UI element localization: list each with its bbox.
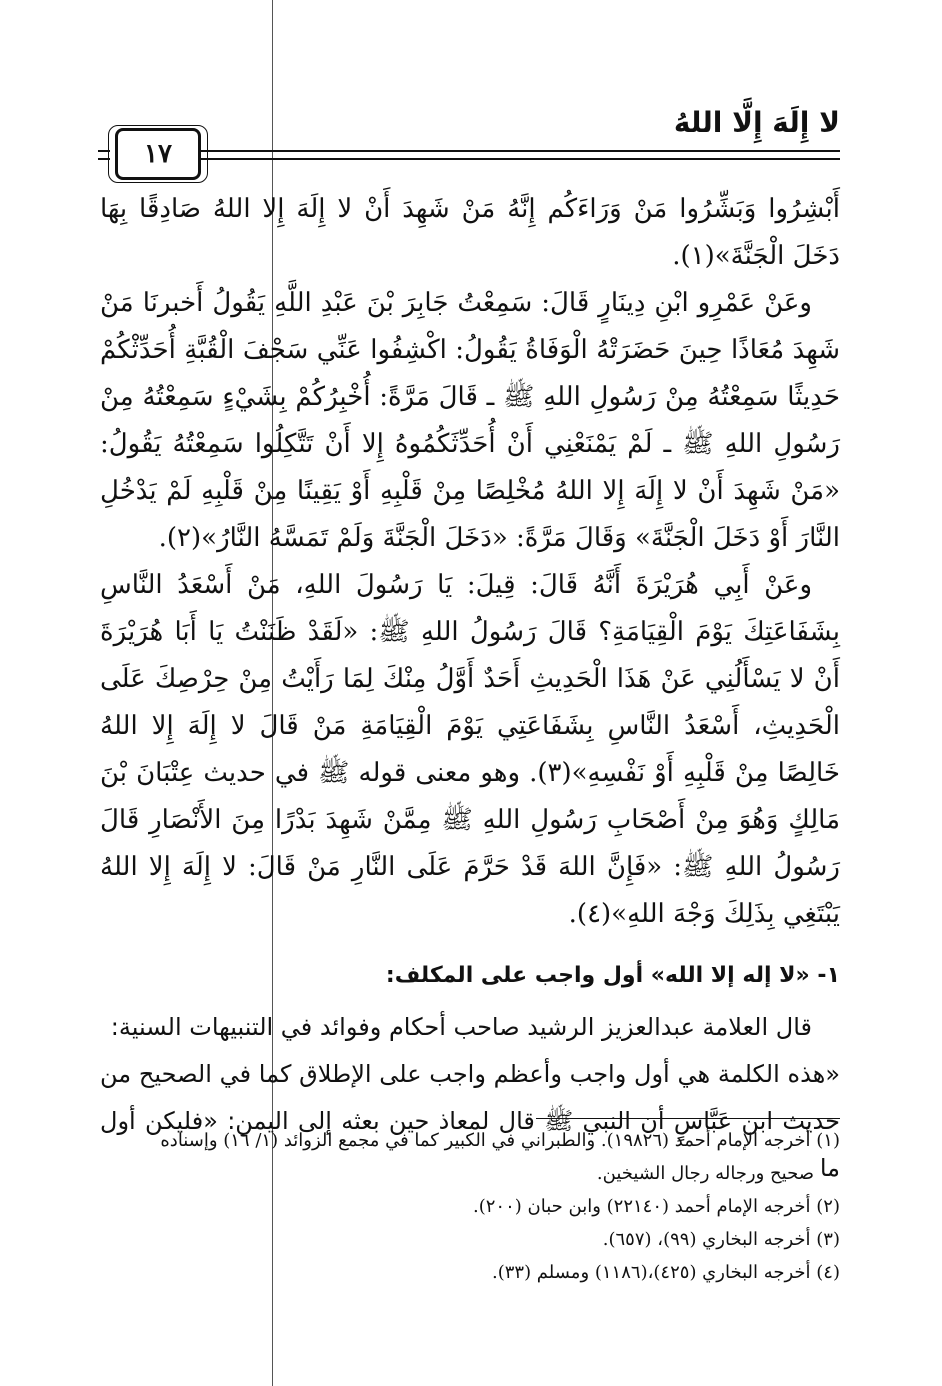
footnote-3: (٣) أخرجه البخاري (٩٩)، (٦٥٧). [602, 1229, 840, 1250]
footnote-2: (٢) أخرجه الإمام أحمد (٢٢١٤٠) وابن حبان (٢٠٠). [473, 1196, 840, 1217]
footnote-separator [536, 1118, 840, 1119]
header-rule [200, 150, 840, 160]
footnote-1: (١) أخرجه الإمام أحمد (١٩٨٢٦). والطبراني في الكبير كما في مجمع الزوائد (١/ ١٦) وإسناده [160, 1130, 840, 1151]
paragraph-1: أَبْشِرُوا وَبَشِّرُوا مَنْ وَرَاءَكُم إِنَّهُ مَنْ شَهِدَ أَنْ لا إِلَهَ إِلا اللهُ صَادِقًا بِهَا دَخَلَ الْجَنَّةَ»(١). [100, 194, 840, 271]
running-head-title: لا إِلَهَ إِلَّا اللهُ [673, 106, 840, 139]
section-heading: ١- «لا إله إلا الله» أول واجب على المكلف: [385, 963, 840, 988]
paragraph-3: وعَنْ أَبِي هُرَيْرَةَ أَنَّهُ قَالَ: قِيلَ: يَا رَسُولَ اللهِ، مَنْ أَسْعَدُ النَّاسِ بِشَفَاعَتِكَ يَوْمَ الْقِيَامَةِ؟ قَالَ رَسُولُ اللهِ ﷺ: «لَقَدْ ظَنَنْتُ يَا أَبَا هُرَيْرَةَ أَنْ لا يَسْأَلُنِي عَنْ هَذَا الْحَدِيثِ أَحَدٌ أَوَّلُ مِنْكَ لِمَا رَأَيْتُ مِنْ حِرْصِكَ عَلَى الْحَدِيثِ، أَسْعَدُ النَّاسِ بِشَفَاعَتِي يَوْمَ الْقِيَامَةِ مَنْ قَالَ لا إِلَهَ إِلا اللهُ خَالِصًا مِنْ قَلْبِهِ أَوْ نَفْسِهِ»(٣). وهو معنى قوله ﷺ في حديث عِتْبَانَ بْنَ مَالِكٍ وَهُوَ مِنْ أَصْحَابِ رَسُولِ اللهِ ﷺ مِمَّنْ شَهِدَ بَدْرًا مِنَ الأَنْصَارِ قَالَ رَسُولُ اللهِ ﷺ: «فَإِنَّ اللهَ قَدْ حَرَّمَ عَلَى النَّارِ مَنْ قَالَ: لا إِلَهَ إِلا اللهُ يَبْتَغِي بِذَلِكَ وَجْهَ اللهِ»(٤). [100, 570, 840, 929]
page-number-label: ١٧ [144, 139, 172, 169]
paragraph-2: وعَنْ عَمْرِو ابْنِ دِينَارٍ قَالَ: سَمِعْتُ جَابِرَ بْنَ عَبْدِ اللَّهِ يَقُولُ أَخبرنَا مَنْ شَهِدَ مُعَاذًا حِينَ حَضَرَتْهُ الْوَفَاةُ يَقُولُ: اكْشِفُوا عَنِّي سَجْفَ الْقُبَّةِ أُحَدِّثْكُمْ حَدِيثًا سَمِعْتُهُ مِنْ رَسُولِ اللهِ ﷺ ـ قَالَ مَرَّةً: أُخْبِرُكُمْ بِشَيْءٍ سَمِعْتُهُ مِنْ رَسُولِ اللهِ ﷺ ـ لَمْ يَمْنَعْنِي أَنْ أُحَدِّثَكُمُوهُ إِلا أَنْ تَتَّكِلُوا سَمِعْتُهُ يَقُولُ: «مَنْ شَهِدَ أَنْ لا إِلَهَ إِلا اللهُ مُخْلِصًا مِنْ قَلْبِهِ أَوْ يَقِينًا مِنْ قَلْبِهِ لَمْ يَدْخُلِ النَّارَ أَوْ دَخَلَ الْجَنَّةَ» وَقَالَ مَرَّةً: «دَخَلَ الْجَنَّةَ وَلَمْ تَمَسَّهُ النَّارُ»(٢). [100, 288, 840, 553]
main-text [100, 186, 840, 1192]
footnote-1-continuation: صحيح ورجاله رجال الشيخين. [596, 1163, 814, 1184]
page-number [115, 128, 201, 180]
paragraph-4: قال العلامة عبدالعزيز الرشيد صاحب أحكام وفوائد في التنبيهات السنية: [110, 1013, 812, 1041]
paragraph-5: «هذه الكلمة هي أول واجب وأعظم واجب على الإطلاق كما في الصحيح من حديث ابن عَبَّاسٍ أن النبي ﷺ قال لمعاذ حين بعثه إلى اليمن: «فليكن أول ما [100, 1060, 840, 1182]
footnote-4: (٤) أخرجه البخاري (٤٢٥)،(١١٨٦) ومسلم (٣٣). [491, 1262, 840, 1283]
footnotes [100, 1124, 840, 1289]
